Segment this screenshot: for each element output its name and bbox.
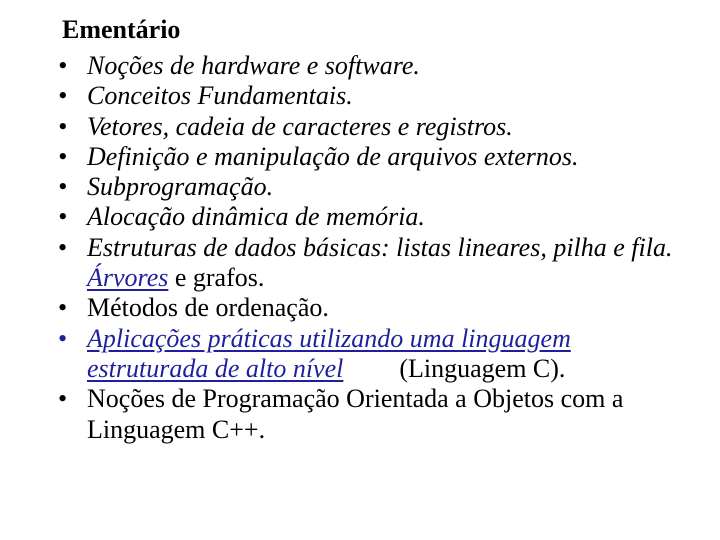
list-item [58, 172, 678, 202]
bullet-icon: • [58, 172, 68, 202]
list-item [58, 51, 678, 81]
item-text: Conceitos Fundamentais. [87, 81, 353, 111]
item-text: Definição e manipulação de arquivos externos. [87, 141, 579, 171]
bullet-icon: • [58, 384, 68, 414]
bullet-icon: • [58, 51, 68, 80]
list-item [58, 233, 678, 294]
item-text-continued: e grafos. [174, 263, 265, 293]
item-text: Alocação dinâmica de memória. [87, 202, 425, 232]
item-text: Métodos de ordenação. [87, 293, 329, 323]
item-text: Subprogramação. [87, 172, 274, 202]
bullet-icon: • [58, 111, 68, 141]
item-text: Noções de Programação Orientada a Objetos com a Linguagem C++. [87, 384, 624, 444]
bullet-icon: • [58, 232, 68, 262]
item-text-continued: (Linguagem C). [399, 353, 566, 383]
list-item [58, 142, 678, 172]
item-text: Noções de hardware e software. [87, 51, 420, 80]
item-text: Estruturas de dados básicas: listas lineares, pilha e fila. [87, 232, 673, 262]
list-item [58, 202, 678, 232]
aplicacoes-link[interactable]: Aplicações práticas utilizando uma linguagem estruturada de alto nível [87, 323, 571, 383]
list-item [58, 81, 678, 111]
item-text: Vetores, cadeia de caracteres e registros. [87, 111, 513, 141]
arvores-link[interactable]: Árvores [87, 263, 169, 293]
list-item [58, 112, 678, 142]
slide-title: Ementário [62, 15, 181, 44]
list-item [58, 293, 678, 323]
bullet-icon: • [58, 293, 68, 323]
list-item [58, 384, 678, 445]
topic-list [58, 51, 678, 445]
bullet-icon: • [58, 141, 68, 171]
list-item [58, 324, 678, 385]
bullet-icon: • [58, 81, 68, 111]
bullet-icon: • [58, 323, 68, 353]
bullet-icon: • [58, 202, 68, 232]
